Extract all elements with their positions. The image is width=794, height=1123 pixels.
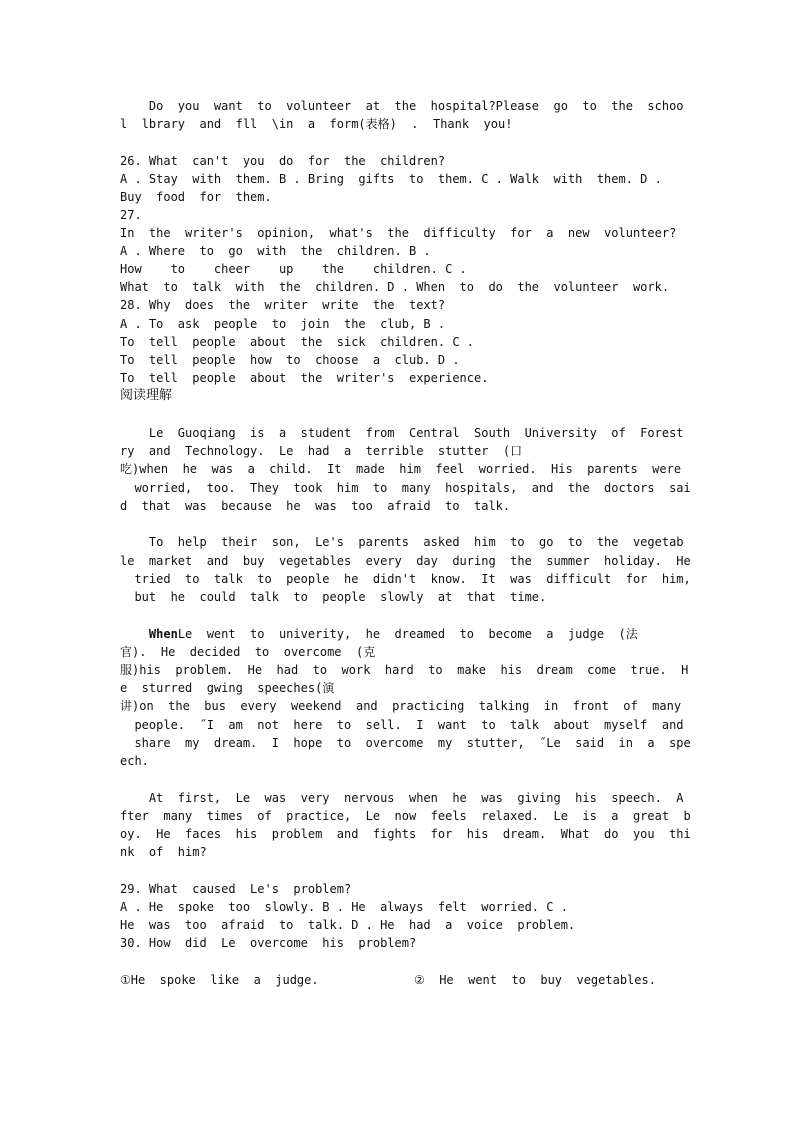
question-28: 28. Why does the writer write the text? <box>120 298 446 312</box>
question-27: In the writer's opinion, what's the difficulty for a new volunteer? <box>120 226 677 240</box>
text-line: Do you want to volunteer at the hospital?Please go to the schoo <box>120 99 684 113</box>
passage-line: nk of him? <box>120 845 207 859</box>
passage-line: but he could talk to people slowly at that time. <box>120 590 547 604</box>
q28-options-line: A . To ask people to join the club, B . <box>120 317 446 331</box>
passage-line: 官). He decided to overcome (克 <box>120 645 376 659</box>
q30-option-1: ①He spoke like a judge. <box>120 973 319 987</box>
passage-line: 服)his problem. He had to work hard to make his dream come true. H <box>120 663 689 677</box>
q30-option-2: ② He went to buy vegetables. <box>414 973 656 987</box>
passage-text: Le went to univerity, he dreamed to become a judge (法 <box>177 627 638 641</box>
q29-options-line: A . He spoke too slowly. B . He always felt worried. C . <box>120 900 568 914</box>
q27-options-line: How to cheer up the children. C . <box>120 262 467 276</box>
passage-line: tried to talk to people he didn't know. It was difficult for him, <box>120 572 691 586</box>
passage-line: Le Guoqiang is a student from Central South University of Forest <box>120 426 684 440</box>
passage-line: To help their son, Le's parents asked him to go to the vegetab <box>120 535 684 549</box>
passage-line: ry and Technology. Le had a terrible stutter (口 <box>120 444 523 458</box>
bold-word: When <box>148 627 178 641</box>
passage-line: oy. He faces his problem and fights for his dream. What do you thi <box>120 827 691 841</box>
passage-line: fter many times of practice, Le now feels relaxed. Le is a great b <box>120 809 691 823</box>
q28-options-line: To tell people how to choose a club. D . <box>120 353 460 367</box>
passage-line: At first, Le was very nervous when he was giving his speech. A <box>120 791 684 805</box>
passage-line: worried, too. They took him to many hospitals, and the doctors sai <box>120 481 691 495</box>
q28-options-line: To tell people about the writer's experience. <box>120 371 489 385</box>
passage-line: share my dream. I hope to overcome my stutter, ˝Le said in a spe <box>120 736 691 750</box>
q27-options-line: A . Where to go with the children. B . <box>120 244 431 258</box>
question-30: 30. How did Le overcome his problem? <box>120 936 417 950</box>
section-heading: 阅读理解 <box>120 388 173 403</box>
q26-options-line: A . Stay with them. B . Bring gifts to them. C . Walk with them. D . <box>120 172 662 186</box>
q27-options-line: What to talk with the children. D . When to do the volunteer work. <box>120 280 670 294</box>
passage-line: 讲)on the bus every weekend and practicing talking in front of many <box>120 699 682 713</box>
passage-line: e sturred gwing speeches(演 <box>120 681 335 695</box>
question-29: 29. What caused Le's problem? <box>120 882 352 896</box>
passage-line: people. ˝I am not here to sell. I want to talk about myself and <box>120 718 684 732</box>
q26-options-line: Buy food for them. <box>120 190 272 204</box>
passage-line: le market and buy vegetables every day during the summer holiday. He <box>120 554 691 568</box>
q29-options-line: He was too afraid to talk. D . He had a voice problem. <box>120 918 576 932</box>
question-26: 26. What can't you do for the children? <box>120 154 446 168</box>
passage-line: 吃)when he was a child. It made him feel worried. His parents were <box>120 462 682 476</box>
question-27-number: 27. <box>120 208 142 222</box>
passage-line <box>120 625 676 643</box>
passage-line: ech. <box>120 754 149 768</box>
q28-options-line: To tell people about the sick children. C . <box>120 335 475 349</box>
text-line: l lbrary and fll \in a form(表格) . Thank you! <box>120 117 513 131</box>
passage-line: d that was because he was too afraid to talk. <box>120 499 511 513</box>
